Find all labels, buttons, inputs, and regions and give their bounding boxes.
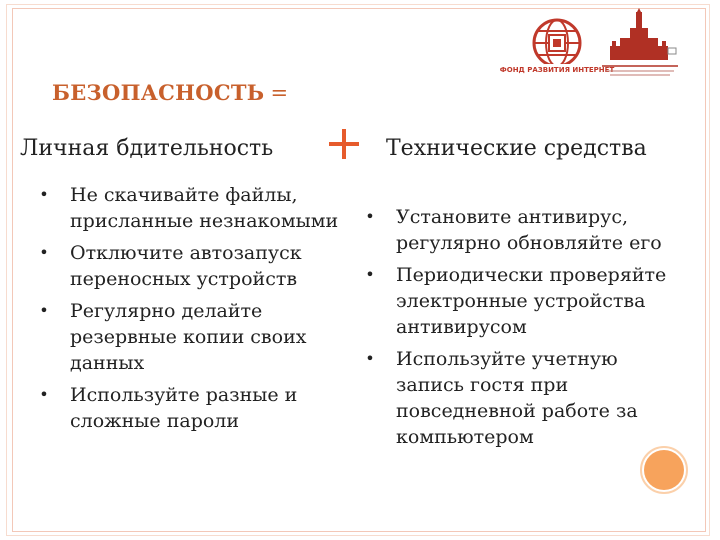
list-item — [34, 298, 354, 376]
list-item — [34, 382, 354, 434]
right-column-heading: Технические средства — [386, 136, 647, 161]
list-item-text: Периодически проверяйте электронные устройства антивирусом — [396, 264, 667, 338]
list-item — [360, 204, 690, 256]
list-item-text: Не скачивайте файлы, присланные незнакомыми — [70, 184, 339, 232]
bullet: • — [365, 207, 375, 226]
title-text: БЕЗОПАСНОСТЬ — [52, 80, 265, 105]
list-item-text: Отключите автозапуск переносных устройств — [70, 242, 302, 290]
decorative-circle — [644, 450, 684, 490]
list-item — [34, 240, 354, 292]
msu-building-logo-icon — [600, 8, 680, 78]
slide-title — [52, 80, 288, 105]
list-item — [360, 346, 690, 450]
plus-icon — [326, 126, 362, 162]
bullet: • — [39, 385, 49, 404]
title-equals: = — [270, 81, 289, 105]
list-item — [360, 262, 690, 340]
right-bullet-list — [360, 204, 690, 456]
bullet: • — [39, 301, 49, 320]
list-item-text: Регулярно делайте резервные копии своих данных — [70, 300, 307, 374]
foundation-logo-icon — [499, 16, 615, 74]
bullet: • — [365, 349, 375, 368]
bullet: • — [39, 185, 49, 204]
left-bullet-list — [34, 182, 354, 440]
bullet: • — [39, 243, 49, 262]
bullet: • — [365, 265, 375, 284]
list-item-text: Используйте разные и сложные пароли — [70, 384, 298, 432]
left-column-heading: Личная бдительность — [20, 136, 274, 161]
list-item-text: Установите антивирус, регулярно обновляйте его — [396, 206, 662, 254]
foundation-logo-text: ФОНД РАЗВИТИЯ ИНТЕРНЕТ — [499, 66, 615, 74]
list-item — [34, 182, 354, 234]
list-item-text: Используйте учетную запись гостя при повседневной работе за компьютером — [396, 348, 638, 448]
